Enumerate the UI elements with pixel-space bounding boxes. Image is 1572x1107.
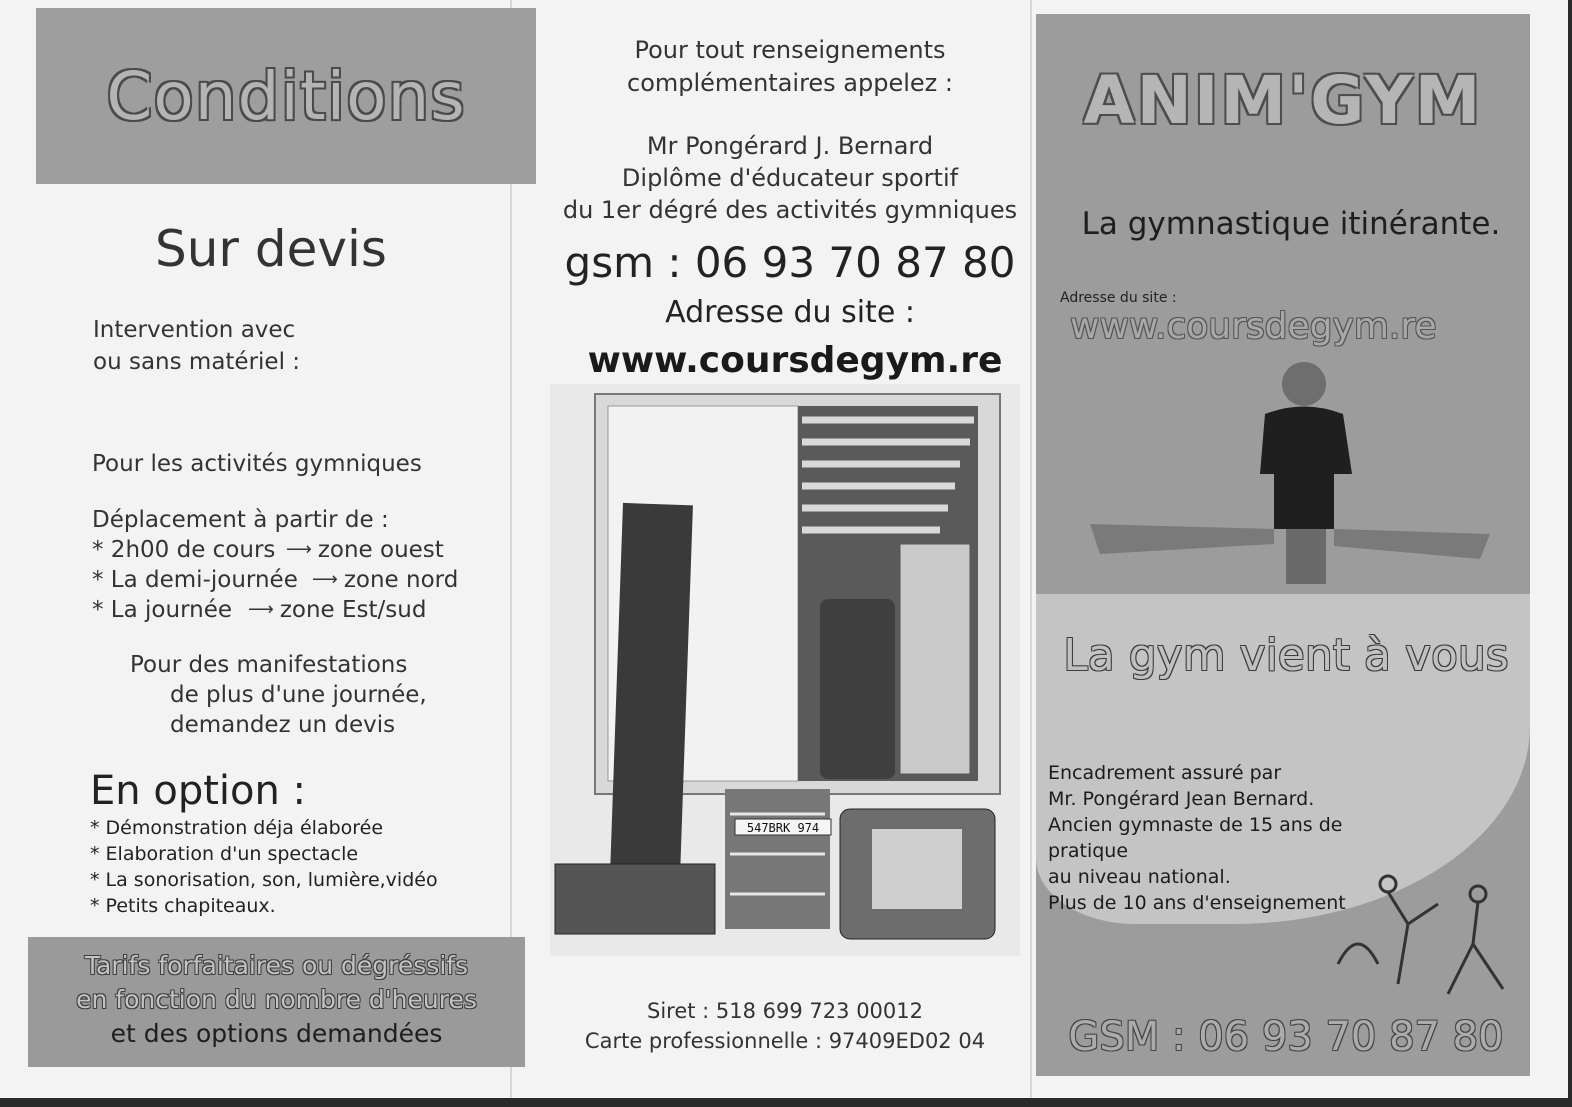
info-line: complémentaires appelez : (627, 69, 953, 97)
gymnast-split-photo (1060, 354, 1500, 614)
gymnast-figures-illustration (1328, 864, 1524, 1004)
site-label-small: Adresse du site : (1060, 290, 1177, 306)
intervention-line: ou sans matériel : (93, 349, 301, 375)
travel-zone: zone Est/sud (279, 597, 427, 623)
option-item: * Elaboration d'un spectacle (90, 843, 359, 865)
tarifs-line: en fonction du nombre d'heures (76, 985, 477, 1014)
option-item: * Petits chapiteaux. (90, 895, 276, 917)
staff-line: Ancien gymnaste de 15 ans de pratique (1048, 814, 1343, 862)
cover-panel (1036, 14, 1530, 1076)
travel-row (92, 595, 512, 625)
option-item: * La sonorisation, son, lumière,vidéo (90, 869, 438, 891)
travel-duration: * La journée (92, 597, 232, 623)
travel-row (92, 535, 512, 565)
tarifs-line: et des options demandées (110, 1019, 443, 1048)
diploma-line: Diplôme d'éducateur sportif (621, 164, 959, 192)
travel-section (92, 505, 512, 625)
siret-number: Siret : 518 699 723 00012 (647, 999, 923, 1023)
site-label: Adresse du site : (665, 295, 915, 330)
site-url: www.coursdegym.re (587, 340, 1003, 381)
travel-zone: zone nord (343, 567, 459, 593)
gsm-cover: GSM : 06 93 70 87 80 (1068, 1014, 1504, 1060)
arrow-right-icon: ⟶ (248, 599, 274, 620)
tarifs-banner (28, 937, 525, 1067)
arrow-right-icon: ⟶ (312, 569, 338, 590)
staff-line: au niveau national. (1048, 866, 1231, 888)
option-title: En option : (90, 768, 307, 814)
conditions-title: Conditions (106, 57, 466, 135)
option-item: * Démonstration déja élaborée (90, 817, 384, 839)
pricing-heading: Sur devis (155, 220, 387, 278)
truck-equipment-photo (550, 384, 1020, 956)
travel-row (92, 565, 512, 595)
staff-line: Plus de 10 ans d'enseignement (1048, 892, 1346, 914)
staff-line: Mr. Pongérard Jean Bernard. (1048, 788, 1315, 810)
info-intro (540, 34, 1040, 100)
manifestation-line: demandez un devis (170, 712, 396, 738)
gsm-number: gsm : 06 93 70 87 80 (564, 238, 1016, 287)
license-plate-text: 547BRK 974 (746, 821, 820, 835)
intervention-line: Intervention avec (93, 317, 296, 343)
contact-name: Mr Pongérard J. Bernard (646, 132, 934, 160)
carte-professionnelle: Carte professionnelle : 97409ED02 04 (584, 1029, 986, 1053)
motto: La gym vient à vous (1063, 630, 1509, 681)
travel-duration: * 2h00 de cours (92, 537, 276, 563)
conditions-header (36, 8, 536, 184)
manifestation-text (130, 650, 460, 740)
tagline: La gymnastique itinérante. (1081, 206, 1501, 242)
diploma-line: du 1er dégré des activités gymniques (562, 196, 1018, 224)
site-url-cover: www.coursdegym.re (1070, 306, 1437, 347)
intervention-text (93, 314, 300, 378)
truck-illustration (550, 384, 1020, 956)
contact-block (530, 130, 1050, 226)
tarifs-line: Tarifs forfaitaires ou dégréssifs (84, 951, 469, 980)
legal-info (540, 996, 1030, 1056)
brand-logo: ANIM'GYM (1083, 62, 1483, 139)
info-line: Pour tout renseignements (634, 36, 946, 64)
travel-title: Déplacement à partir de : (92, 507, 389, 533)
manifestation-line: de plus d'une journée, (170, 682, 427, 708)
gym-activities-text: Pour les activités gymniques (92, 451, 422, 477)
staff-line: Encadrement assuré par (1048, 762, 1282, 784)
arrow-right-icon: ⟶ (286, 539, 312, 560)
manifestation-line: Pour des manifestations (130, 652, 408, 678)
travel-zone: zone ouest (317, 537, 444, 563)
option-list (90, 815, 438, 919)
travel-duration: * La demi-journée (92, 567, 298, 593)
